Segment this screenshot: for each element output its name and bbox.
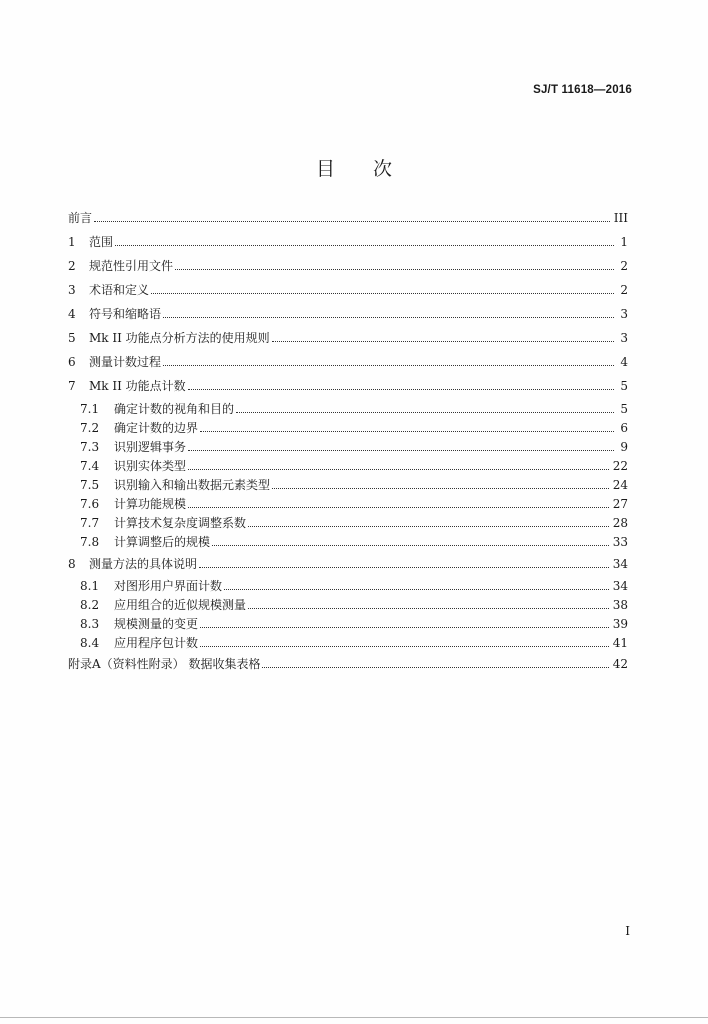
toc-entry-number: 7.4 (80, 459, 100, 473)
toc-title: 目次 (315, 158, 430, 180)
toc-entry-title: 识别逻辑事务 (114, 440, 187, 454)
toc-leader-dots (188, 439, 614, 455)
toc-entry[interactable] (68, 258, 628, 274)
toc-entry-title: 应用组合的近似规模测量 (114, 598, 247, 612)
page-number: I (625, 924, 630, 938)
toc-entry-title: 测量方法的具体说明 (89, 557, 198, 571)
toc-entry-number: 7 (68, 379, 76, 393)
toc-entry-number: 8.3 (80, 617, 100, 631)
toc-entry-title: 计算调整后的规模 (114, 535, 211, 549)
toc-entry[interactable] (68, 234, 628, 250)
toc-entry-title: 确定计数的边界 (114, 421, 199, 435)
toc-leader-dots (248, 515, 609, 531)
toc-entry-page: 42 (612, 657, 628, 671)
toc-entry-number: 7.6 (80, 497, 100, 511)
toc-entry-page: 22 (612, 459, 628, 473)
toc-entry-number: 4 (68, 307, 76, 321)
toc-leader-dots (163, 354, 614, 370)
toc-entry-page: 41 (612, 636, 628, 650)
toc-leader-dots (236, 401, 614, 417)
toc-entry-page: 5 (620, 402, 628, 416)
toc-entry-page: 9 (620, 440, 628, 454)
page-bottom-border (0, 1017, 708, 1018)
toc-entry-number: 7.1 (80, 402, 100, 416)
toc-entry[interactable] (68, 354, 628, 370)
standard-code: SJ/T 11618—2016 (533, 84, 632, 96)
toc-entry-page: 38 (612, 598, 628, 612)
toc-entry-number: 7.2 (80, 421, 100, 435)
toc-entry-page: 6 (620, 421, 628, 435)
toc-entry-title: 计算功能规模 (114, 497, 187, 511)
toc-entry-title: 计算技术复杂度调整系数 (114, 516, 247, 530)
toc-entry-page: 2 (620, 283, 628, 297)
toc-entry[interactable] (68, 556, 628, 572)
toc-entry-title: 测量计数过程 (89, 355, 162, 369)
toc-entry-page: 34 (612, 557, 628, 571)
toc-entry-title: 规范性引用文件 (89, 259, 174, 273)
toc-entry-page: 3 (620, 307, 628, 321)
toc-entry[interactable] (80, 616, 628, 632)
toc-entry-title: 范围 (89, 235, 114, 249)
toc-entry-title: 确定计数的视角和目的 (114, 402, 235, 416)
toc-entry[interactable] (80, 401, 628, 417)
toc-entry-page: III (613, 211, 628, 225)
toc-leader-dots (200, 616, 609, 632)
toc-entry[interactable] (80, 496, 628, 512)
toc-entry[interactable] (80, 578, 628, 594)
toc-entry-title: 识别实体类型 (114, 459, 187, 473)
toc-entry-page: 33 (612, 535, 628, 549)
toc-entry-number: 7.8 (80, 535, 100, 549)
toc-entry[interactable] (68, 656, 628, 672)
toc-entry-page: 34 (612, 579, 628, 593)
toc-leader-dots (115, 234, 614, 250)
toc-leader-dots (188, 378, 614, 394)
toc-entry-number: 3 (68, 283, 76, 297)
toc-leader-dots (200, 635, 609, 651)
toc-leader-dots (200, 420, 614, 436)
toc-entry-number: 2 (68, 259, 76, 273)
toc-entry-number: 8.1 (80, 579, 100, 593)
toc-leader-dots (248, 597, 609, 613)
toc-entry-title: 术语和定义 (89, 283, 150, 297)
toc-entry-page: 39 (612, 617, 628, 631)
toc-entry[interactable] (80, 458, 628, 474)
toc-entry-number: 7.7 (80, 516, 100, 530)
toc-entry-title: 前言 (68, 211, 93, 225)
toc-entry-title: Mk II 功能点分析方法的使用规则 (89, 331, 270, 345)
toc-entry-page: 27 (612, 497, 628, 511)
toc-entry[interactable] (68, 210, 628, 226)
toc-entry-number: 1 (68, 235, 76, 249)
toc-leader-dots (163, 306, 614, 322)
toc-leader-dots (188, 458, 609, 474)
toc-entry[interactable] (68, 378, 628, 394)
toc-leader-dots (188, 496, 609, 512)
toc-entry[interactable] (80, 597, 628, 613)
toc-entry-page: 24 (612, 478, 628, 492)
toc-leader-dots (272, 330, 614, 346)
toc-leader-dots (212, 534, 609, 550)
toc-entry-title: 识别输入和输出数据元素类型 (114, 478, 271, 492)
toc-leader-dots (262, 656, 608, 672)
toc-leader-dots (175, 258, 614, 274)
toc-entry-number: 6 (68, 355, 76, 369)
toc-entry-page: 2 (620, 259, 628, 273)
toc-entry-number: 8.2 (80, 598, 100, 612)
toc-entry-page: 28 (612, 516, 628, 530)
toc-entry[interactable] (80, 534, 628, 550)
toc-entry-number: 7.3 (80, 440, 100, 454)
toc-entry-page: 3 (620, 331, 628, 345)
toc-leader-dots (224, 578, 609, 594)
toc-entry-page: 5 (620, 379, 628, 393)
toc-entry-title: Mk II 功能点计数 (89, 379, 186, 393)
toc-entry-number: 5 (68, 331, 76, 345)
toc-entry[interactable] (80, 635, 628, 651)
toc-entry-title: 对图形用户界面计数 (114, 579, 223, 593)
toc-entry-number: 8.4 (80, 636, 100, 650)
toc-entry[interactable] (68, 282, 628, 298)
toc-leader-dots (272, 477, 609, 493)
toc-entry-page: 1 (620, 235, 628, 249)
toc-entry-title: 规模测量的变更 (114, 617, 199, 631)
toc-leader-dots (94, 210, 610, 226)
toc-leader-dots (199, 556, 609, 572)
toc-entry-title: 应用程序包计数 (114, 636, 199, 650)
toc-entry[interactable] (80, 515, 628, 531)
toc-entry-title: 符号和缩略语 (89, 307, 162, 321)
toc-entry-page: 4 (620, 355, 628, 369)
toc-entry[interactable] (68, 330, 628, 346)
toc-leader-dots (151, 282, 614, 298)
toc-entry-number: 8 (68, 557, 76, 571)
toc-entry-number: 7.5 (80, 478, 100, 492)
toc-entry[interactable] (80, 420, 628, 436)
toc-entry-title: 附录A（资料性附录） 数据收集表格 (68, 657, 261, 671)
toc-entry[interactable] (68, 306, 628, 322)
toc-entry[interactable] (80, 477, 628, 493)
toc-entry[interactable] (80, 439, 628, 455)
